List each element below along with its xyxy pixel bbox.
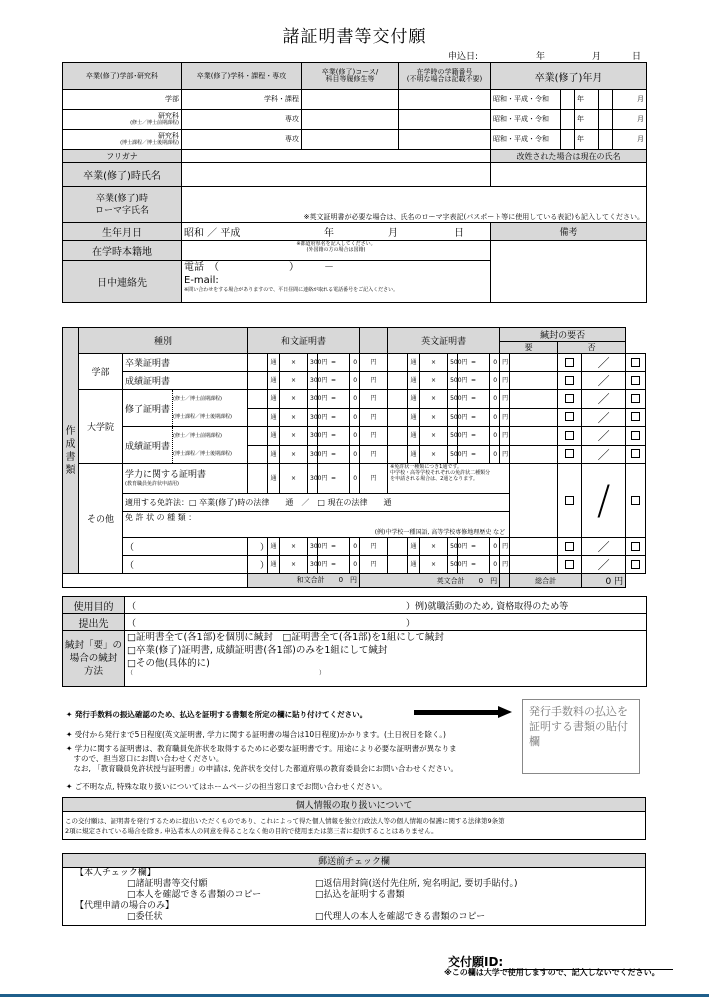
slash-divider: ／ [582,390,626,409]
eq-label: = [318,372,350,390]
times-label: × [280,427,308,446]
times-label: × [280,445,308,464]
graduate-school-label: 研究科 [158,112,179,120]
graduate-school-label: 研究科 [158,132,179,140]
en-price: 500円 [448,445,458,464]
yen-label: 円 [360,372,388,390]
license-example: (例)中学校一種国語, 高等学校専修地理歴史 など [374,529,506,536]
grand-total-label: 総合計 [510,574,582,588]
jp-subtotal: 0 [350,354,360,372]
eq-label: = [458,354,490,372]
cert-row-grad-grades-master [63,427,646,446]
jp-count-field[interactable] [248,390,268,409]
jp-price: 300円 [308,408,318,427]
academic-cert-label: 学力に関する証明書 [125,470,207,480]
cert-row-undergrad-grades [63,372,646,390]
eq-label: = [458,427,490,446]
times-label: × [280,390,308,409]
proxy-heading: 【代理申請の場合のみ】 [75,901,175,911]
yen-label: 円 [360,427,388,446]
seal-need-header: 要 [500,342,558,354]
course-cell[interactable] [302,130,399,150]
privacy-title: 個人情報の取り扱いについて [63,798,646,812]
item-academic-cert [123,464,248,494]
major-label: 学科・課程 [264,95,299,103]
privacy-body-line1: この交付願は、証明書を発行するために提出いただくものであり、これによって得た個人情報を独立行政法人等の個人情報の保護に関する法律第9条第 [65,816,505,825]
tsu-label: 通 [268,445,280,464]
cert-row-blank-1 [63,538,646,556]
note-3: ✦ 学力に関する証明書は、教育職員免許状を取得するために必要な証明書です。用途により必要な証明書が異なりま [66,744,457,753]
en-count-field[interactable] [388,390,408,409]
slash-divider: ／ [582,408,626,427]
item-grades-cert: 成績証明書 [123,372,248,390]
seal-not-checkbox[interactable] [626,408,646,427]
certificates-table [62,327,646,588]
check-proxy-id-copy[interactable]: □代理人の本人を確認できる書類のコピー [315,912,486,922]
en-count-field[interactable] [388,538,408,556]
yen-label: 円 [500,538,510,556]
english-cert-header: 英文証明書 [388,328,500,354]
contact-note: ※問い合わせをする場合がありますので、平日昼間に連絡が取れる電話番号をご記入ください。 [184,287,399,293]
student-number-cell[interactable] [399,90,491,110]
en-subtotal: 0 [490,408,500,427]
eq-label: = [318,445,350,464]
times-label: × [280,408,308,427]
times-label: × [280,354,308,372]
jp-price: 300円 [308,390,318,409]
jp-price: 300円 [308,445,318,464]
jp-subtotal: 0 [350,445,360,464]
type-header: 種別 [79,328,248,354]
jp-subtotal: 0 [350,538,360,556]
doctor-course-note: (博士課程／博士後期課程) [120,140,179,146]
eq-label: = [458,408,490,427]
seal-need-checkbox[interactable] [558,464,582,538]
yen-label: 円 [360,464,388,494]
seal-need-checkbox[interactable] [558,408,582,427]
times-label: × [420,427,448,446]
self-check-heading: 【本人チェック欄】 [75,868,156,878]
times-label: × [420,408,448,427]
seal-method-label: 緘封「要」の 場合の緘封 方法 [63,631,125,687]
seal-option-other[interactable]: □その他(具体的に) [127,658,210,669]
times-label: × [280,556,308,574]
romaji-note: ※英文証明書が必要な場合は、氏名のローマ字表記(パスポート等に使用している表記)も記入してください。 [303,213,644,221]
seal-method-options [125,631,647,687]
cert-row-blank-2 [63,556,646,574]
specialization-label: 専攻 [285,135,299,143]
domicile-field[interactable] [182,241,491,261]
eq-label: = [458,556,490,574]
seal-need-checkbox[interactable] [558,390,582,409]
privacy-body [63,812,646,840]
seal-need-checkbox[interactable] [558,556,582,574]
en-price: 500円 [448,372,458,390]
times-label: × [280,372,308,390]
blank-item-1[interactable]: （ ） [123,538,248,556]
jp-subtotal: 0 [350,464,360,494]
era-cell[interactable]: 昭和・平成・令和 [491,90,561,110]
slash-divider: ／ [582,445,626,464]
en-count-field[interactable] [388,556,408,574]
phone-field[interactable]: 電話 （ ） － [184,262,334,273]
en-price: 500円 [448,538,458,556]
specialization-label: 専攻 [285,115,299,123]
tsu-label: 通 [408,538,420,556]
jp-total: 和文合計 0 円 [248,574,360,588]
page-title: 諸証明書等交付願 [282,27,427,47]
times-label: × [420,445,448,464]
jp-price: 300円 [308,427,318,446]
application-id-label: 交付願ID: [448,955,504,969]
tsu-label: 通 [268,354,280,372]
eq-label: = [318,354,350,372]
check-id-copy[interactable]: □本人を確認できる書類のコピー [127,890,262,900]
course-cell[interactable] [302,110,399,130]
yen-label: 円 [500,556,510,574]
jp-subtotal: 0 [350,390,360,409]
name-label: 卒業(修了)時氏名 [63,163,182,187]
seal-need-checkbox[interactable] [558,445,582,464]
romaji-label: 卒業(修了)時 ローマ字氏名 [63,187,182,223]
tsu-label: 通 [408,556,420,574]
master-note: (修士／博士前期課程) [173,433,222,439]
group-grad: 大学院 [79,390,123,464]
en-price: 500円 [448,556,458,574]
tsu-label: 通 [408,427,420,446]
yen-label: 円 [360,538,388,556]
tsu-label: 通 [408,372,420,390]
check-return-envelope[interactable]: □返信用封筒(送付先住所, 宛名明記, 要切手貼付。) [315,879,518,889]
en-count-field[interactable] [388,354,408,372]
mail-check-title: 郵送前チェック欄 [63,854,646,868]
domicile-label: 在学時本籍地 [63,241,182,261]
note-3c: なお, 「教育職員免許状授与証明書」の申請は, 免許状を交付した都道府県の教育委員会にお問い合わせください。 [66,764,459,773]
faculty-label: 学部 [165,95,179,103]
doctor-note: (博士課程／博士後期課程) [173,414,232,420]
seal-not-checkbox[interactable] [626,464,646,538]
seal-not-checkbox[interactable] [626,556,646,574]
slash-divider: / [582,464,626,538]
slash-divider: ／ [582,538,626,556]
academic-cert-sub: (教育職員免許状申請用) [125,481,179,487]
note-3b: すので、担当窓口にお問い合わせください。 [66,754,224,763]
en-subtotal: 0 [490,445,500,464]
en-count-field[interactable] [388,445,408,464]
yen-label: 円 [360,354,388,372]
graduate-school-cell[interactable] [63,110,182,130]
year-label: 年 [575,90,599,110]
jp-subtotal: 0 [350,372,360,390]
jp-price: 300円 [308,372,318,390]
payment-proof-paste-box[interactable]: 発行手数料の払込を証明する書類の貼付欄 [522,699,640,774]
era-cell[interactable]: 昭和・平成・令和 [491,110,561,130]
japanese-cert-header: 和文証明書 [248,328,360,354]
eq-label: = [318,427,350,446]
eq-label: = [318,408,350,427]
yen-label: 円 [500,372,510,390]
master-course-note: (修士／博士前期課程) [130,120,179,126]
tsu-label: 通 [408,390,420,409]
en-total: 英文合計 0 円 [360,574,500,588]
header-student-number: 在学時の学籍番号 (不明な場合は記載不要) [399,63,491,90]
year-label: 年 [575,110,599,130]
current-name-field[interactable] [491,163,647,187]
month-label: 月 [613,130,647,150]
furigana-label: フリガナ [63,150,182,163]
submit-to-label: 提出先 [63,614,125,631]
tsu-label: 通 [268,556,280,574]
jp-count-field[interactable] [248,354,268,372]
times-label: × [280,464,308,494]
documents-side-label: 作 成 書 類 [63,328,79,574]
en-subtotal: 0 [490,390,500,409]
jp-price: 300円 [308,538,318,556]
times-label: × [420,390,448,409]
tsu-label: 通 [268,464,280,494]
jp-count-field[interactable] [248,408,268,427]
graduation-info-table [62,62,647,303]
grad-grades-cert-label: 成績証明書 [125,441,171,452]
mail-check-body [63,868,646,926]
seal-not-checkbox[interactable] [626,427,646,446]
application-date-label: 申込日: [448,52,479,62]
student-number-cell[interactable] [399,130,491,150]
cert-row-undergrad-graduation [63,354,646,372]
birth-year-label: 年 [324,228,334,239]
jp-count-field[interactable] [248,445,268,464]
month-label: 月 [613,110,647,130]
purpose-label: 使用目的 [63,597,125,614]
jp-subtotal: 0 [350,556,360,574]
seal-not-header: 否 [558,342,626,354]
yen-label: 円 [360,556,388,574]
tsu-label: 通 [408,408,420,427]
jp-count-field[interactable] [248,372,268,390]
header-grad-date: 卒業(修了)年月 [491,63,647,90]
en-subtotal: 0 [490,354,500,372]
eq-label: = [318,556,350,574]
seal-option-individual[interactable]: □証明書全て(各1部)を個別に緘封 □証明書全て(各1部)を1組にして緘封 [127,632,444,643]
tsu-label: 通 [268,372,280,390]
item-grad-grades-cert [123,427,248,464]
eq-label: = [458,538,490,556]
seal-not-checkbox[interactable] [626,445,646,464]
yen-label: 円 [360,445,388,464]
name-field[interactable] [182,163,491,187]
seal-need-checkbox[interactable] [558,427,582,446]
tsu-label: 通 [268,390,280,409]
privacy-table [62,797,646,840]
tsu-label: 通 [408,445,420,464]
seal-not-checkbox[interactable] [626,354,646,372]
en-price: 500円 [448,390,458,409]
cert-row-academic [63,464,646,494]
yen-label: 円 [500,408,510,427]
check-application-form[interactable]: □諸証明書等交付願 [127,879,208,889]
jp-count-field[interactable] [248,464,268,494]
group-undergrad: 学部 [79,354,123,390]
eq-label: = [318,538,350,556]
romaji-field[interactable] [182,187,647,223]
arrowhead-icon [498,706,512,718]
era-cell[interactable]: 昭和・平成・令和 [491,130,561,150]
item-graduation-cert: 卒業証明書 [123,354,248,372]
check-payment-proof[interactable]: □払込を証明する書類 [315,890,405,900]
seal-option-other-blank[interactable]: （ ） [127,670,326,677]
en-subtotal: 0 [490,372,500,390]
tsu-label: 通 [268,427,280,446]
tsu-label: 通 [268,408,280,427]
check-power-of-attorney[interactable]: □委任状 [127,912,163,922]
group-other: その他 [79,464,123,574]
year-label: 年 [575,130,599,150]
en-count-field[interactable] [388,372,408,390]
eq-label: = [458,445,490,464]
contact-field[interactable] [182,261,491,303]
contact-label: 日中連絡先 [63,261,182,303]
faculty-cell[interactable] [63,90,182,110]
email-field[interactable]: E-mail: [184,275,219,286]
header-faculty: 卒業(修了)学部･研究科 [63,63,182,90]
birthdate-field[interactable] [182,223,491,241]
birth-day-label: 日 [454,228,464,239]
cert-row-grad-completion-master [63,390,646,409]
en-subtotal: 0 [490,427,500,446]
header-major: 卒業(修了)学科・課程・専攻 [182,63,302,90]
en-price: 500円 [448,354,458,372]
seal-option-grad-grades[interactable]: □卒業(修了)証明書, 成績証明書(各1部)のみを1組にして緘封 [127,645,388,656]
remarks-label: 備考 [491,223,647,241]
master-note: (修士／博士前期課程) [173,396,222,402]
student-number-cell[interactable] [399,110,491,130]
slash-divider: ／ [582,556,626,574]
yen-label: 円 [500,354,510,372]
domicile-note: ※都道府県名を記入してください。 (外国籍の方の場合は国籍) [296,241,376,253]
en-price: 500円 [448,408,458,427]
note-4: ✦ ご不明な点, 特殊な取り扱いについてはホームページの担当窓口までお問い合わせください。 [66,782,387,791]
license-kind-field[interactable] [123,512,510,538]
totals-row [63,574,646,588]
application-year: 年 [536,52,546,62]
yen-label: 円 [500,445,510,464]
furigana-field[interactable] [182,150,491,163]
application-month: 月 [592,52,602,62]
slash-divider: ／ [582,354,626,372]
times-label: × [420,372,448,390]
arrow-right-icon [414,710,500,715]
yen-label: 円 [500,390,510,409]
changed-name-label: 改姓された場合は現在の氏名 [491,150,647,163]
times-label: × [420,538,448,556]
yen-label: 円 [360,390,388,409]
en-count-field[interactable] [388,408,408,427]
en-subtotal: 0 [490,556,500,574]
times-label: × [420,556,448,574]
en-count-field[interactable] [388,427,408,446]
eq-label: = [318,390,350,409]
course-cell[interactable] [302,90,399,110]
major-cell[interactable] [182,90,302,110]
blank-item-2[interactable]: （ ） [123,556,248,574]
application-day: 日 [632,52,642,62]
specialization-cell[interactable] [182,130,302,150]
graduate-school-cell[interactable] [63,130,182,150]
purpose-table [62,596,647,687]
seal-header: 緘封の要否 [500,328,626,342]
times-label: × [420,354,448,372]
purpose-field[interactable]: （ ）例)就職活動のため, 資格取得のため等 [125,597,647,614]
header-course: 卒業(修了)コース/ 科目等履修生等 [302,63,399,90]
grand-total: 0 円 [582,574,626,588]
times-label: × [280,538,308,556]
eq-label: = [458,372,490,390]
jp-subtotal: 0 [350,408,360,427]
remarks-field[interactable] [491,241,647,303]
birth-era: 昭和 ／ 平成 [184,228,241,239]
license-kind-label: 免 許 状 の 種 類 ： [125,513,197,522]
mail-check-table [62,853,646,926]
jp-subtotal: 0 [350,427,360,446]
item-completion-cert [123,390,248,427]
seal-need-checkbox[interactable] [558,354,582,372]
seal-not-checkbox[interactable] [626,538,646,556]
academic-note: ※免許状一種類につき1通です。 中学校・高等学校それぞれの免許状二種類分 を申請される場合は、2通となります。 [388,464,510,494]
en-subtotal: 0 [490,538,500,556]
slash-divider: ／ [582,427,626,446]
yen-label: 円 [360,408,388,427]
doctor-note: (博士課程／博士後期課程) [173,451,232,457]
jp-price: 300円 [308,354,318,372]
yen-label: 円 [500,427,510,446]
completion-cert-label: 修了証明書 [125,404,171,415]
seal-not-checkbox[interactable] [626,390,646,409]
eq-label: = [458,390,490,409]
specialization-cell[interactable] [182,110,302,130]
privacy-body-line2: 2項に規定されている場合を除き, 申込者本人の同意を得ることなく他の目的で使用または第三者に提供することはありません。 [65,826,438,835]
seal-need-checkbox[interactable] [558,372,582,390]
submit-to-field[interactable]: （ ） [125,614,647,631]
en-price: 500円 [448,427,458,446]
note-2: ✦ 受付から発行まで5日程度(英文証明書, 学力に関する証明書の場合は10日程度)かかります。(土日祝日を除く。) [66,730,446,739]
seal-need-checkbox[interactable] [558,538,582,556]
slash-divider: ／ [582,372,626,390]
seal-not-checkbox[interactable] [626,372,646,390]
tsu-label: 通 [268,538,280,556]
birthdate-label: 生年月日 [63,223,182,241]
birth-month-label: 月 [388,228,398,239]
jp-price: 300円 [308,464,318,494]
tsu-label: 通 [408,354,420,372]
jp-count-field[interactable] [248,427,268,446]
application-id-note: ※この欄は大学で使用しますので、記入しないでください。 [444,968,660,977]
eq-label: = [318,464,350,494]
law-line[interactable]: 適用する免許法：□ 卒業(修了)時の法律 通 ／ □ 現在の法律 通 [123,494,510,512]
jp-price: 300円 [308,556,318,574]
month-label: 月 [613,90,647,110]
note-1: ✦ 発行手数料の振込確認のため、払込を証明する書類を所定の欄に貼り付けてください。 [66,710,368,719]
